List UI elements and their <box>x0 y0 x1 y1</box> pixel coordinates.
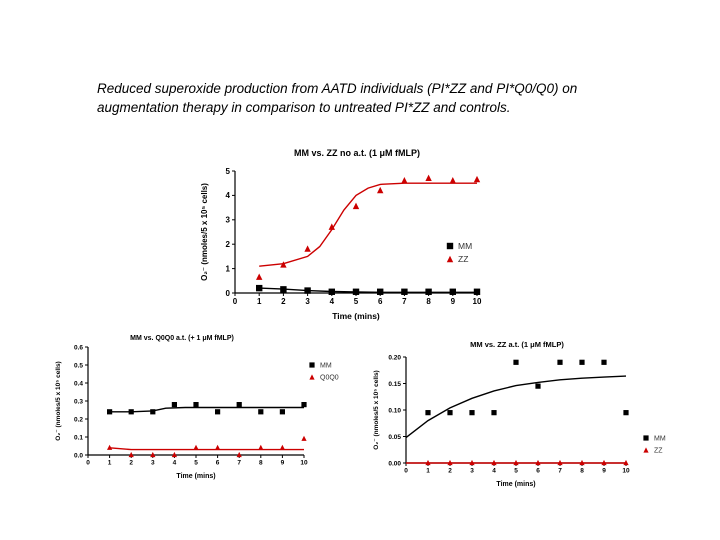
y-tick-label: 0.0 <box>73 452 83 460</box>
data-point-mm <box>301 402 306 407</box>
y-tick-label: 2 <box>225 240 230 249</box>
chart-title: MM vs. ZZ a.t. (1 μM fMLP) <box>470 340 564 349</box>
fit-curve-zz <box>259 183 477 266</box>
legend-label: ZZ <box>654 447 663 455</box>
legend-label: MM <box>320 362 332 370</box>
y-tick-label: 5 <box>225 166 230 176</box>
x-tick-label: 2 <box>448 467 452 475</box>
x-tick-label: 2 <box>129 459 134 467</box>
x-tick-label: 5 <box>514 467 518 475</box>
y-axis-label: O₂⁻ (nmoles/5 x 10⁵ cells) <box>55 361 62 441</box>
y-tick-label: 3 <box>225 215 230 225</box>
data-point-zz <box>474 176 480 182</box>
data-point-mm <box>401 289 407 295</box>
figure-caption <box>97 79 657 117</box>
data-point-mm <box>215 409 220 414</box>
data-point-q0q0 <box>193 445 198 450</box>
y-axis-label: O₂⁻ (nmoles/5 x 10⁵ cells) <box>373 370 380 450</box>
chart-title: MM vs. ZZ no a.t. (1 μM fMLP) <box>294 148 420 158</box>
y-axis-label: O₂⁻ (nmoles/5 x 10⁵ cells) <box>200 183 209 281</box>
x-tick-label: 7 <box>558 467 562 475</box>
x-tick-label: 8 <box>258 459 263 467</box>
y-tick-label: 0 <box>225 288 230 298</box>
data-point-zz <box>304 245 310 251</box>
chart-mm-vs-q0q0-at <box>50 325 350 495</box>
x-tick-label: 0 <box>232 297 238 306</box>
data-point-mm <box>377 289 383 295</box>
data-point-mm <box>491 410 496 415</box>
x-tick-label: 8 <box>580 467 584 475</box>
data-point-mm <box>474 289 480 295</box>
data-point-mm <box>129 409 134 414</box>
x-tick-label: 6 <box>536 467 540 475</box>
x-tick-label: 1 <box>107 459 112 467</box>
y-tick-label: 0.6 <box>73 344 83 352</box>
data-point-mm <box>450 289 456 295</box>
data-point-mm <box>601 360 606 365</box>
x-tick-label: 0 <box>86 459 90 467</box>
x-tick-label: 10 <box>472 297 482 306</box>
fit-curve-mm <box>406 376 626 438</box>
y-tick-label: 0.2 <box>73 416 83 424</box>
data-point-mm <box>172 402 177 407</box>
x-tick-label: 4 <box>172 459 177 467</box>
x-tick-label: 6 <box>215 459 220 467</box>
y-tick-label: 0.1 <box>73 434 83 442</box>
legend-label: MM <box>654 435 666 443</box>
x-tick-label: 9 <box>602 467 606 475</box>
x-tick-label: 10 <box>622 467 630 475</box>
chart-title: MM vs. Q0Q0 a.t. (+ 1 μM fMLP) <box>130 335 234 342</box>
x-axis-label: Time (mins) <box>496 481 536 488</box>
data-point-mm <box>425 410 430 415</box>
y-tick-label: 1 <box>225 264 230 274</box>
data-point-mm <box>237 402 242 407</box>
data-point-zz <box>425 175 431 181</box>
legend-label: MM <box>458 241 473 252</box>
y-tick-label: 0.20 <box>388 354 401 362</box>
chart-mm-vs-zz-at <box>365 333 685 498</box>
data-point-mm <box>258 409 263 414</box>
x-tick-label: 1 <box>426 467 430 475</box>
data-point-zz <box>377 187 383 193</box>
fit-curve-mm <box>259 288 477 292</box>
data-point-mm <box>447 410 452 415</box>
data-point-zz <box>256 273 262 279</box>
legend-marker <box>447 256 453 262</box>
data-point-q0q0 <box>258 445 263 450</box>
legend-marker <box>643 435 648 440</box>
data-point-mm <box>623 410 628 415</box>
x-tick-label: 1 <box>256 297 262 306</box>
data-point-mm <box>557 360 562 365</box>
data-point-zz <box>353 203 359 209</box>
x-tick-label: 5 <box>353 297 359 306</box>
x-tick-label: 0 <box>404 467 408 475</box>
legend-label: Q0Q0 <box>320 374 339 382</box>
data-point-mm <box>256 285 262 291</box>
legend-marker <box>447 243 453 249</box>
fit-curve-mm <box>110 408 304 412</box>
data-point-q0q0 <box>280 445 285 450</box>
data-point-q0q0 <box>301 436 306 441</box>
legend-marker <box>643 447 648 452</box>
x-tick-label: 6 <box>377 297 383 306</box>
x-tick-label: 7 <box>402 297 407 306</box>
x-axis-label: Time (mins) <box>332 311 380 321</box>
x-axis-label: Time (mins) <box>176 473 216 480</box>
data-point-mm <box>353 289 359 295</box>
x-tick-label: 4 <box>329 297 335 306</box>
y-tick-label: 0.3 <box>73 398 83 406</box>
x-tick-label: 2 <box>281 297 286 306</box>
y-tick-label: 4 <box>225 191 230 201</box>
y-tick-label: 0.5 <box>73 362 83 370</box>
legend-marker <box>309 374 314 379</box>
data-point-q0q0 <box>215 445 220 450</box>
data-point-mm <box>193 402 198 407</box>
x-tick-label: 9 <box>280 459 285 467</box>
x-tick-label: 9 <box>450 297 456 306</box>
data-point-mm <box>280 409 285 414</box>
data-point-mm <box>107 409 112 414</box>
data-point-mm <box>425 289 431 295</box>
caption-line-2: augmentation therapy in comparison to untreated PI*ZZ and controls. <box>97 100 511 115</box>
data-point-mm <box>304 287 310 293</box>
legend-marker <box>309 362 314 367</box>
x-tick-label: 3 <box>305 297 310 306</box>
y-tick-label: 0.15 <box>388 380 401 388</box>
y-tick-label: 0.10 <box>388 407 401 415</box>
data-point-mm <box>329 289 335 295</box>
data-point-mm <box>469 410 474 415</box>
legend-label: ZZ <box>458 254 469 265</box>
x-tick-label: 3 <box>150 459 155 467</box>
y-tick-label: 0.4 <box>73 380 83 388</box>
data-point-zz <box>450 177 456 183</box>
chart-mm-vs-zz-no-at <box>195 140 515 330</box>
x-tick-label: 7 <box>237 459 242 467</box>
data-point-zz <box>401 177 407 183</box>
data-point-mm <box>535 384 540 389</box>
x-tick-label: 10 <box>300 459 308 467</box>
y-tick-label: 0.05 <box>388 433 401 441</box>
data-point-mm <box>579 360 584 365</box>
x-tick-label: 3 <box>470 467 474 475</box>
caption-line-1: Reduced superoxide production from AATD individuals (PI*ZZ and PI*Q0/Q0) on <box>97 81 578 96</box>
y-tick-label: 0.00 <box>388 460 401 468</box>
fit-curve-q0q0 <box>110 448 304 450</box>
data-point-mm <box>280 286 286 292</box>
x-tick-label: 4 <box>492 467 496 475</box>
data-point-mm <box>513 360 518 365</box>
data-point-mm <box>150 409 155 414</box>
x-tick-label: 8 <box>426 297 431 306</box>
x-tick-label: 5 <box>194 459 198 467</box>
